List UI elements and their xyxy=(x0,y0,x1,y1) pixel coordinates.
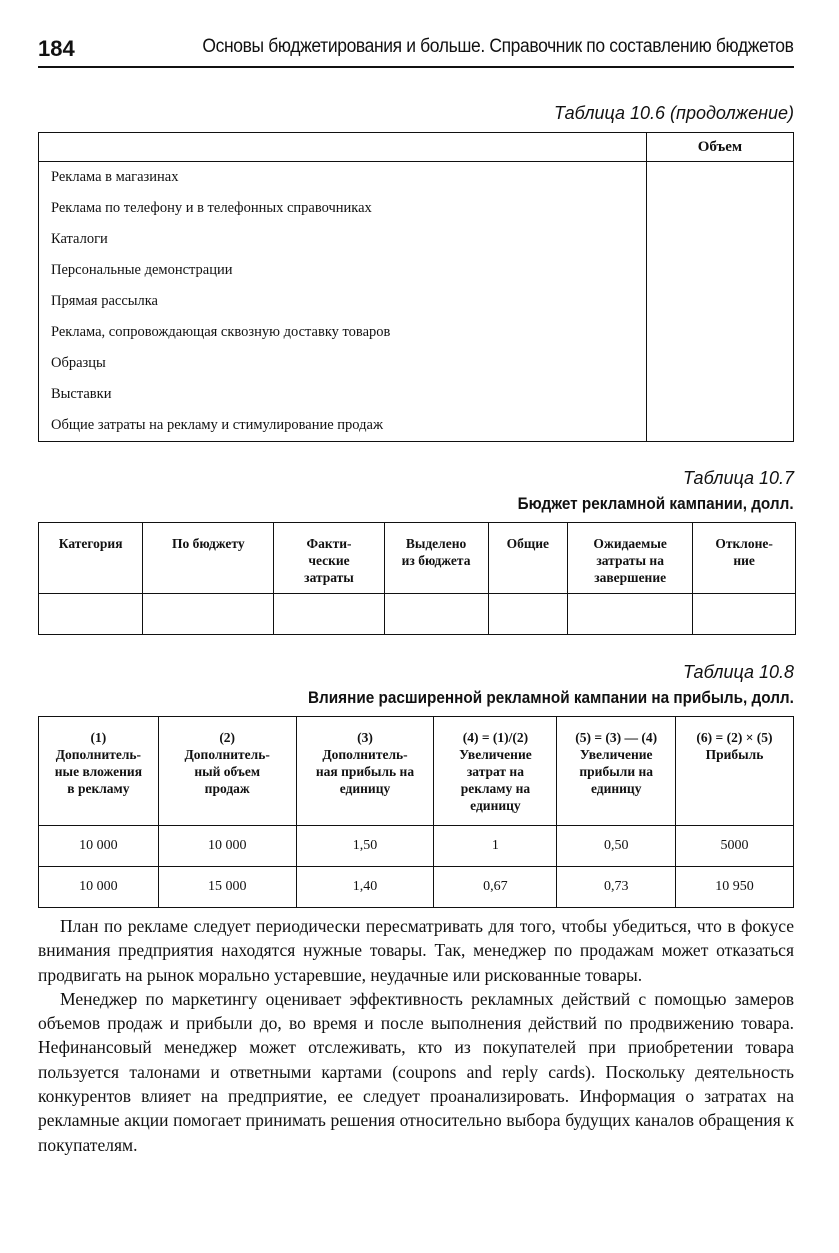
column-header: Категория xyxy=(39,523,143,594)
running-title: Основы бюджетирования и больше. Справочник по составлению бюджетов xyxy=(202,36,794,57)
column-header: Общие xyxy=(488,523,568,594)
table-10-6 xyxy=(38,132,794,442)
empty-cell xyxy=(274,594,384,635)
column-header: По бюджету xyxy=(143,523,274,594)
table-10-6-caption: Таблица 10.6 (продолжение) xyxy=(554,103,794,123)
paragraph: План по рекламе следует периодически пересматривать для того, чтобы убедиться, что в фокусе внимания предприятия находятся нужные товары. Так, менеджер по продажам может отказаться продвигать на рынок морально устаревшие, неудачные или рискованные товары. xyxy=(38,916,794,985)
column-header: (5) = (3) — (4) Увеличение прибыли на единицу xyxy=(557,717,676,826)
table-cell: 1,50 xyxy=(296,826,434,867)
table-row xyxy=(39,193,794,224)
empty-cell xyxy=(143,594,274,635)
table-row xyxy=(39,224,794,255)
table-row xyxy=(39,255,794,286)
row-label: Реклама, сопровождающая сквозную доставку товаров xyxy=(39,317,647,348)
column-header: (4) = (1)/(2) Увеличение затрат на рекламу на единицу xyxy=(434,717,557,826)
empty-header-cell xyxy=(39,133,647,162)
row-label: Общие затраты на рекламу и стимулирование продаж xyxy=(39,410,647,442)
table-cell: 5000 xyxy=(675,826,793,867)
body-text xyxy=(38,914,794,1157)
row-label: Реклама по телефону и в телефонных справочниках xyxy=(39,193,647,224)
table-cell: 10 000 xyxy=(158,826,296,867)
page-header xyxy=(38,30,794,68)
empty-cell xyxy=(693,594,796,635)
table-10-8-title: Влияние расширенной рекламной кампании на прибыль, долл. xyxy=(308,688,794,707)
table-10-7-caption: Таблица 10.7 xyxy=(682,468,794,488)
table-10-8-caption: Таблица 10.8 xyxy=(682,662,794,682)
page-number: 184 xyxy=(38,36,75,61)
row-label: Реклама в магазинах xyxy=(39,162,647,194)
volume-cell xyxy=(646,255,793,286)
volume-column-header: Объем xyxy=(646,133,793,162)
table-cell: 10 950 xyxy=(675,867,793,908)
table-cell: 1,40 xyxy=(296,867,434,908)
table-cell: 10 000 xyxy=(39,826,159,867)
table-row xyxy=(39,379,794,410)
row-label: Персональные демонстрации xyxy=(39,255,647,286)
volume-cell xyxy=(646,286,793,317)
table-row xyxy=(39,286,794,317)
column-header: (2) Дополнитель- ный объем продаж xyxy=(158,717,296,826)
column-header: Факти- ческие затраты xyxy=(274,523,384,594)
table-cell: 0,67 xyxy=(434,867,557,908)
volume-cell xyxy=(646,193,793,224)
table-cell: 0,50 xyxy=(557,826,676,867)
table-row xyxy=(39,867,794,908)
table-row xyxy=(39,162,794,194)
table-row xyxy=(39,410,794,442)
row-label: Каталоги xyxy=(39,224,647,255)
table-10-7-title: Бюджет рекламной кампании, долл. xyxy=(518,494,794,513)
volume-cell xyxy=(646,379,793,410)
empty-cell xyxy=(568,594,693,635)
table-cell: 10 000 xyxy=(39,867,159,908)
table-cell: 0,73 xyxy=(557,867,676,908)
paragraph: Менеджер по маркетингу оценивает эффективность рекламных действий с помощью замеров объемов продаж и прибыли до, во время и после выполнения действий по продвижению товара. Нефинансовый менеджер может отслеживать, кто из покупателей при приобретении товара пользуется талонами и ответными картами (coupons and reply cards). Поскольку деятельность конкурентов влияет на предприятие, ее следует проанализировать. Информация о затратах на рекламные акции помогает принимать решения относительно выбора будущих каналов обращения к покупателям. xyxy=(38,988,794,1155)
column-header: Ожидаемые затраты на завершение xyxy=(568,523,693,594)
volume-cell xyxy=(646,162,793,194)
row-label: Выставки xyxy=(39,379,647,410)
empty-cell xyxy=(39,594,143,635)
table-10-8 xyxy=(38,716,794,908)
empty-cell xyxy=(384,594,488,635)
column-header: (3) Дополнитель- ная прибыль на единицу xyxy=(296,717,434,826)
column-header: (6) = (2) × (5) Прибыль xyxy=(675,717,793,826)
table-row xyxy=(39,317,794,348)
table-row xyxy=(39,348,794,379)
row-label: Образцы xyxy=(39,348,647,379)
volume-cell xyxy=(646,348,793,379)
table-10-7 xyxy=(38,522,796,635)
row-label: Прямая рассылка xyxy=(39,286,647,317)
table-row xyxy=(39,826,794,867)
column-header: Отклоне- ние xyxy=(693,523,796,594)
table-cell: 15 000 xyxy=(158,867,296,908)
column-header: Выделено из бюджета xyxy=(384,523,488,594)
volume-cell xyxy=(646,224,793,255)
empty-cell xyxy=(488,594,568,635)
volume-cell xyxy=(646,410,793,442)
volume-cell xyxy=(646,317,793,348)
table-cell: 1 xyxy=(434,826,557,867)
column-header: (1) Дополнитель- ные вложения в рекламу xyxy=(39,717,159,826)
